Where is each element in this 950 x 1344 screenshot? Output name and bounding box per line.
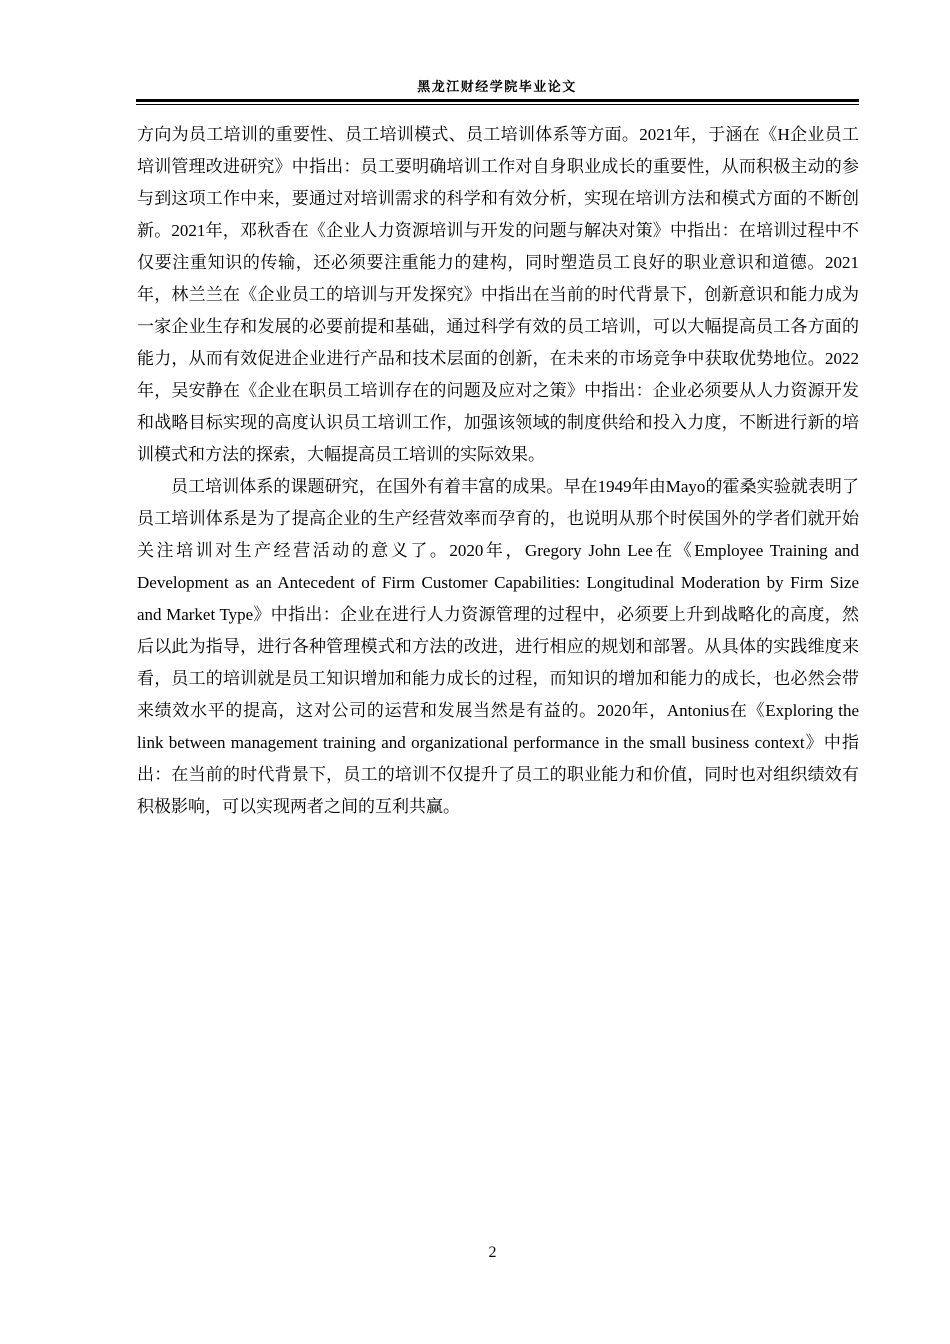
header-rule-thick xyxy=(136,99,859,102)
page-number: 2 xyxy=(488,1244,497,1261)
paragraph: 员工培训体系的课题研究，在国外有着丰富的成果。早在1949年由Mayo的霍桑实验就表明了员工培训体系是为了提高企业的生产经营效率而孕育的，也说明从那个时侯国外的学者们就开始关注培训对生产经营活动的意义了。2020年，Gregory John Lee在《Employee Training and Development as an Antecedent of Firm Customer Capabilities: Longitudinal Moderation by Firm Size and Market Type》中指出：企业在进行人力资源管理的过程中，必须要上升到战略化的高度，然后以此为指导，进行各种管理模式和方法的改进，进行相应的规划和部署。从具体的实践维度来看，员工的培训就是员工知识增加和能力成长的过程，而知识的增加和能力的成长，也必然会带来绩效水平的提高，这对公司的运营和发展当然是有益的。2020年，Antonius在《Exploring the link between management training and organizational performance in the small business context》中指出：在当前的时代背景下，员工的培训不仅提升了员工的职业能力和价值，同时也对组织绩效有积极影响，可以实现两者之间的互利共赢。 xyxy=(137,477,859,816)
body-text xyxy=(137,119,859,823)
paragraph: 方向为员工培训的重要性、员工培训模式、员工培训体系等方面。2021年，于涵在《H企业员工培训管理改进研究》中指出：员工要明确培训工作对自身职业成长的重要性，从而积极主动的参与到这项工作中来，要通过对培训需求的科学和有效分析，实现在培训方法和模式方面的不断创新。2021年，邓秋香在《企业人力资源培训与开发的问题与解决对策》中指出：在培训过程中不仅要注重知识的传输，还必须要注重能力的建构，同时塑造员工良好的职业意识和道德。2021年，林兰兰在《企业员工的培训与开发探究》中指出在当前的时代背景下，创新意识和能力成为一家企业生存和发展的必要前提和基础，通过科学有效的员工培训，可以大幅提高员工各方面的能力，从而有效促进企业进行产品和技术层面的创新，在未来的市场竞争中获取优势地位。2022年，吴安静在《企业在职员工培训存在的问题及应对之策》中指出：企业必须要从人力资源开发和战略目标实现的高度认识员工培训工作，加强该领域的制度供给和投入力度，不断进行新的培训模式和方法的探索，大幅提高员工培训的实际效果。 xyxy=(137,125,859,464)
running-header: 黑龙江财经学院毕业论文 xyxy=(417,80,577,95)
header-rule-thin xyxy=(136,104,859,105)
